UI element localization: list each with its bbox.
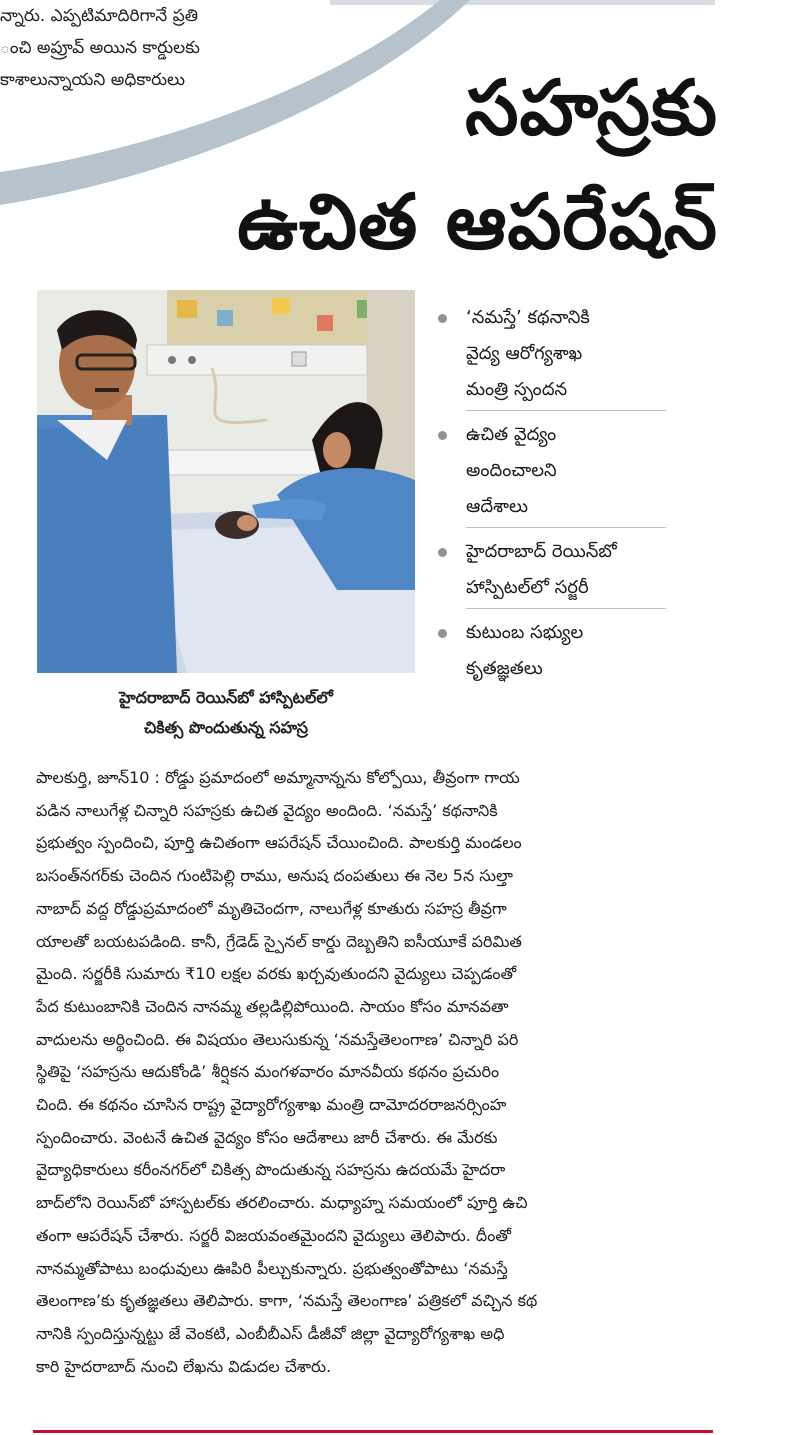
body-line: కారి హైదరాబాద్ నుంచి లేఖను విడుదల చేశారు. (36, 1356, 332, 1376)
hospital-photo (37, 290, 415, 673)
bullet-dot-icon (438, 314, 447, 323)
previous-article-line: కాశాలున్నాయని అధికారులు (0, 70, 185, 90)
photo-caption (37, 683, 415, 743)
body-line: వైద్యాధికారులు కరీంనగర్‌లో చికిత్స పొందుతున్న సహస్రను ఉదయమే హైదరా (36, 1160, 506, 1180)
bullet-dot-icon (438, 431, 447, 440)
highlight-line: హాస్పిటల్‌లో సర్జరీ (466, 577, 589, 598)
body-line: తెలంగాణ’కు కృతజ్ఞతలు తెలిపారు. కాగా, ‘నమస్తే తెలంగాణ’ పత్రికలో వచ్చిన కథ (36, 1291, 538, 1311)
article-body (36, 762, 726, 1383)
body-line: నాబాద్ వద్ద రోడ్డుప్రమాదంలో మృతిచెందగా, నాలుగేళ్ల కూతురు సహస్ర తీవ్రగా (36, 898, 507, 918)
body-line: స్పందించారు. వెంటనే ఉచిత వైద్యం కోసం ఆదేశాలు జారీ చేశారు. ఈ మేరకు (36, 1127, 498, 1147)
body-line: నానికి స్పందిస్తున్నట్టు జే వెంకటి, ఎంబీబీఎస్ డీజీవో జిల్లా వైద్యారోగ్యశాఖ అధి (36, 1323, 505, 1343)
highlight-line: మంత్రి స్పందన (466, 379, 568, 400)
highlight-item (436, 534, 736, 609)
body-line: మైంది. సర్జరీకి సుమారు ₹10 లక్షల వరకు ఖర్చవుతుందని వైద్యులు చెప్పడంతో (36, 964, 517, 984)
body-line: బసంత్‌నగర్‌కు చెందిన గుంటిపెల్లి రాము, అనుష దంపతులు ఈ నెల 5న సుల్తా (36, 866, 513, 886)
body-line: పాలకుర్తి, జూన్10 : రోడ్డు ప్రమాదంలో అమ్మానాన్నను కోల్పోయి, తీవ్రంగా గాయ (36, 768, 520, 787)
body-line: బాద్‌లోని రెయిన్‌బో హాస్పటల్‌కు తరలించారు. మధ్యాహ్న సమయంలో పూర్తి ఉచి (36, 1193, 528, 1213)
body-line: నానమ్మతోపాటు బంధువులు ఊపిరి పీల్చుకున్నారు. ప్రభుత్వంతోపాటు ‘నమస్తే (36, 1258, 508, 1278)
highlight-line: కుటుంబ సభ్యుల (466, 622, 584, 643)
body-line: వాదులను అర్థించింది. ఈ విషయం తెలుసుకున్న ‘నమస్తేతెలంగాణ’ చిన్నారి పరి (36, 1029, 519, 1049)
photo-caption-line: హైదరాబాద్ రెయిన్‌బో హాస్పిటల్‌లో (119, 688, 333, 707)
photo-caption-line: చికిత్స పొందుతున్న సహస్ర (144, 718, 308, 737)
highlight-line: హైదరాబాద్ రెయిన్‌బో (466, 541, 617, 562)
bottom-divider (33, 1430, 713, 1433)
body-line: స్థితిపై ‘సహస్రను ఆదుకోండి’ శీర్షికన మంగళవారం మానవీయ కథనం ప్రచురిం (36, 1062, 500, 1082)
highlight-item (436, 300, 736, 411)
previous-article-line: న్నారు. ఎప్పటిమాదిరిగానే ప్రతి (0, 6, 199, 26)
headline-line-2: ఉచిత ఆపరేషన్ (237, 177, 718, 266)
highlight-line: కృతజ్ఞతలు (466, 658, 543, 679)
headline-line-1: సహస్రకు (465, 63, 718, 152)
body-line: యాలతో బయటపడింది. కానీ, గ్రేడెడ్ స్పైనల్ కార్డు దెబ్బతిని ఐసీయూకే పరిమిత (36, 931, 522, 951)
divider (466, 527, 666, 528)
highlight-item (436, 417, 736, 528)
body-line: చింది. ఈ కథనం చూసిన రాష్ట్ర వైద్యారోగ్యశాఖ మంత్రి దామోదరరాజనర్సింహ (36, 1095, 507, 1115)
highlight-line: ఆదేశాలు (466, 496, 528, 517)
bullet-dot-icon (438, 548, 447, 557)
body-line: పేద కుటుంబానికి చెందిన నానమ్మ తల్లడిల్లిపోయింది. సాయం కోసం మానవతా (36, 996, 509, 1016)
highlights-list (436, 300, 736, 693)
divider (466, 608, 666, 609)
divider (466, 410, 666, 411)
highlight-line: వైద్య ఆరోగ్యశాఖ (466, 343, 583, 364)
highlight-line: ‘నమస్తే’ కథనానికి (466, 307, 590, 328)
body-line: ప్రభుత్వం స్పందించి, పూర్తి ఉచితంగా ఆపరేషన్ చేయించింది. పాలకుర్తి మండలం (36, 833, 522, 853)
highlight-line: అందించాలని (466, 460, 557, 481)
previous-article-line: ంచి అప్రూవ్ అయిన కార్డులకు (0, 38, 200, 58)
highlight-item (436, 615, 736, 687)
highlight-line: ఉచిత వైద్యం (466, 424, 557, 445)
body-line: తంగా ఆపరేషన్ చేశారు. సర్జరీ విజయవంతమైందని వైద్యులు తెలిపారు. దీంతో (36, 1225, 511, 1245)
bullet-dot-icon (438, 629, 447, 638)
body-line: పడిన నాలుగేళ్ల చిన్నారి సహస్రకు ఉచిత వైద్యం అందింది. ‘నమస్తే’ కథనానికి (36, 800, 498, 820)
